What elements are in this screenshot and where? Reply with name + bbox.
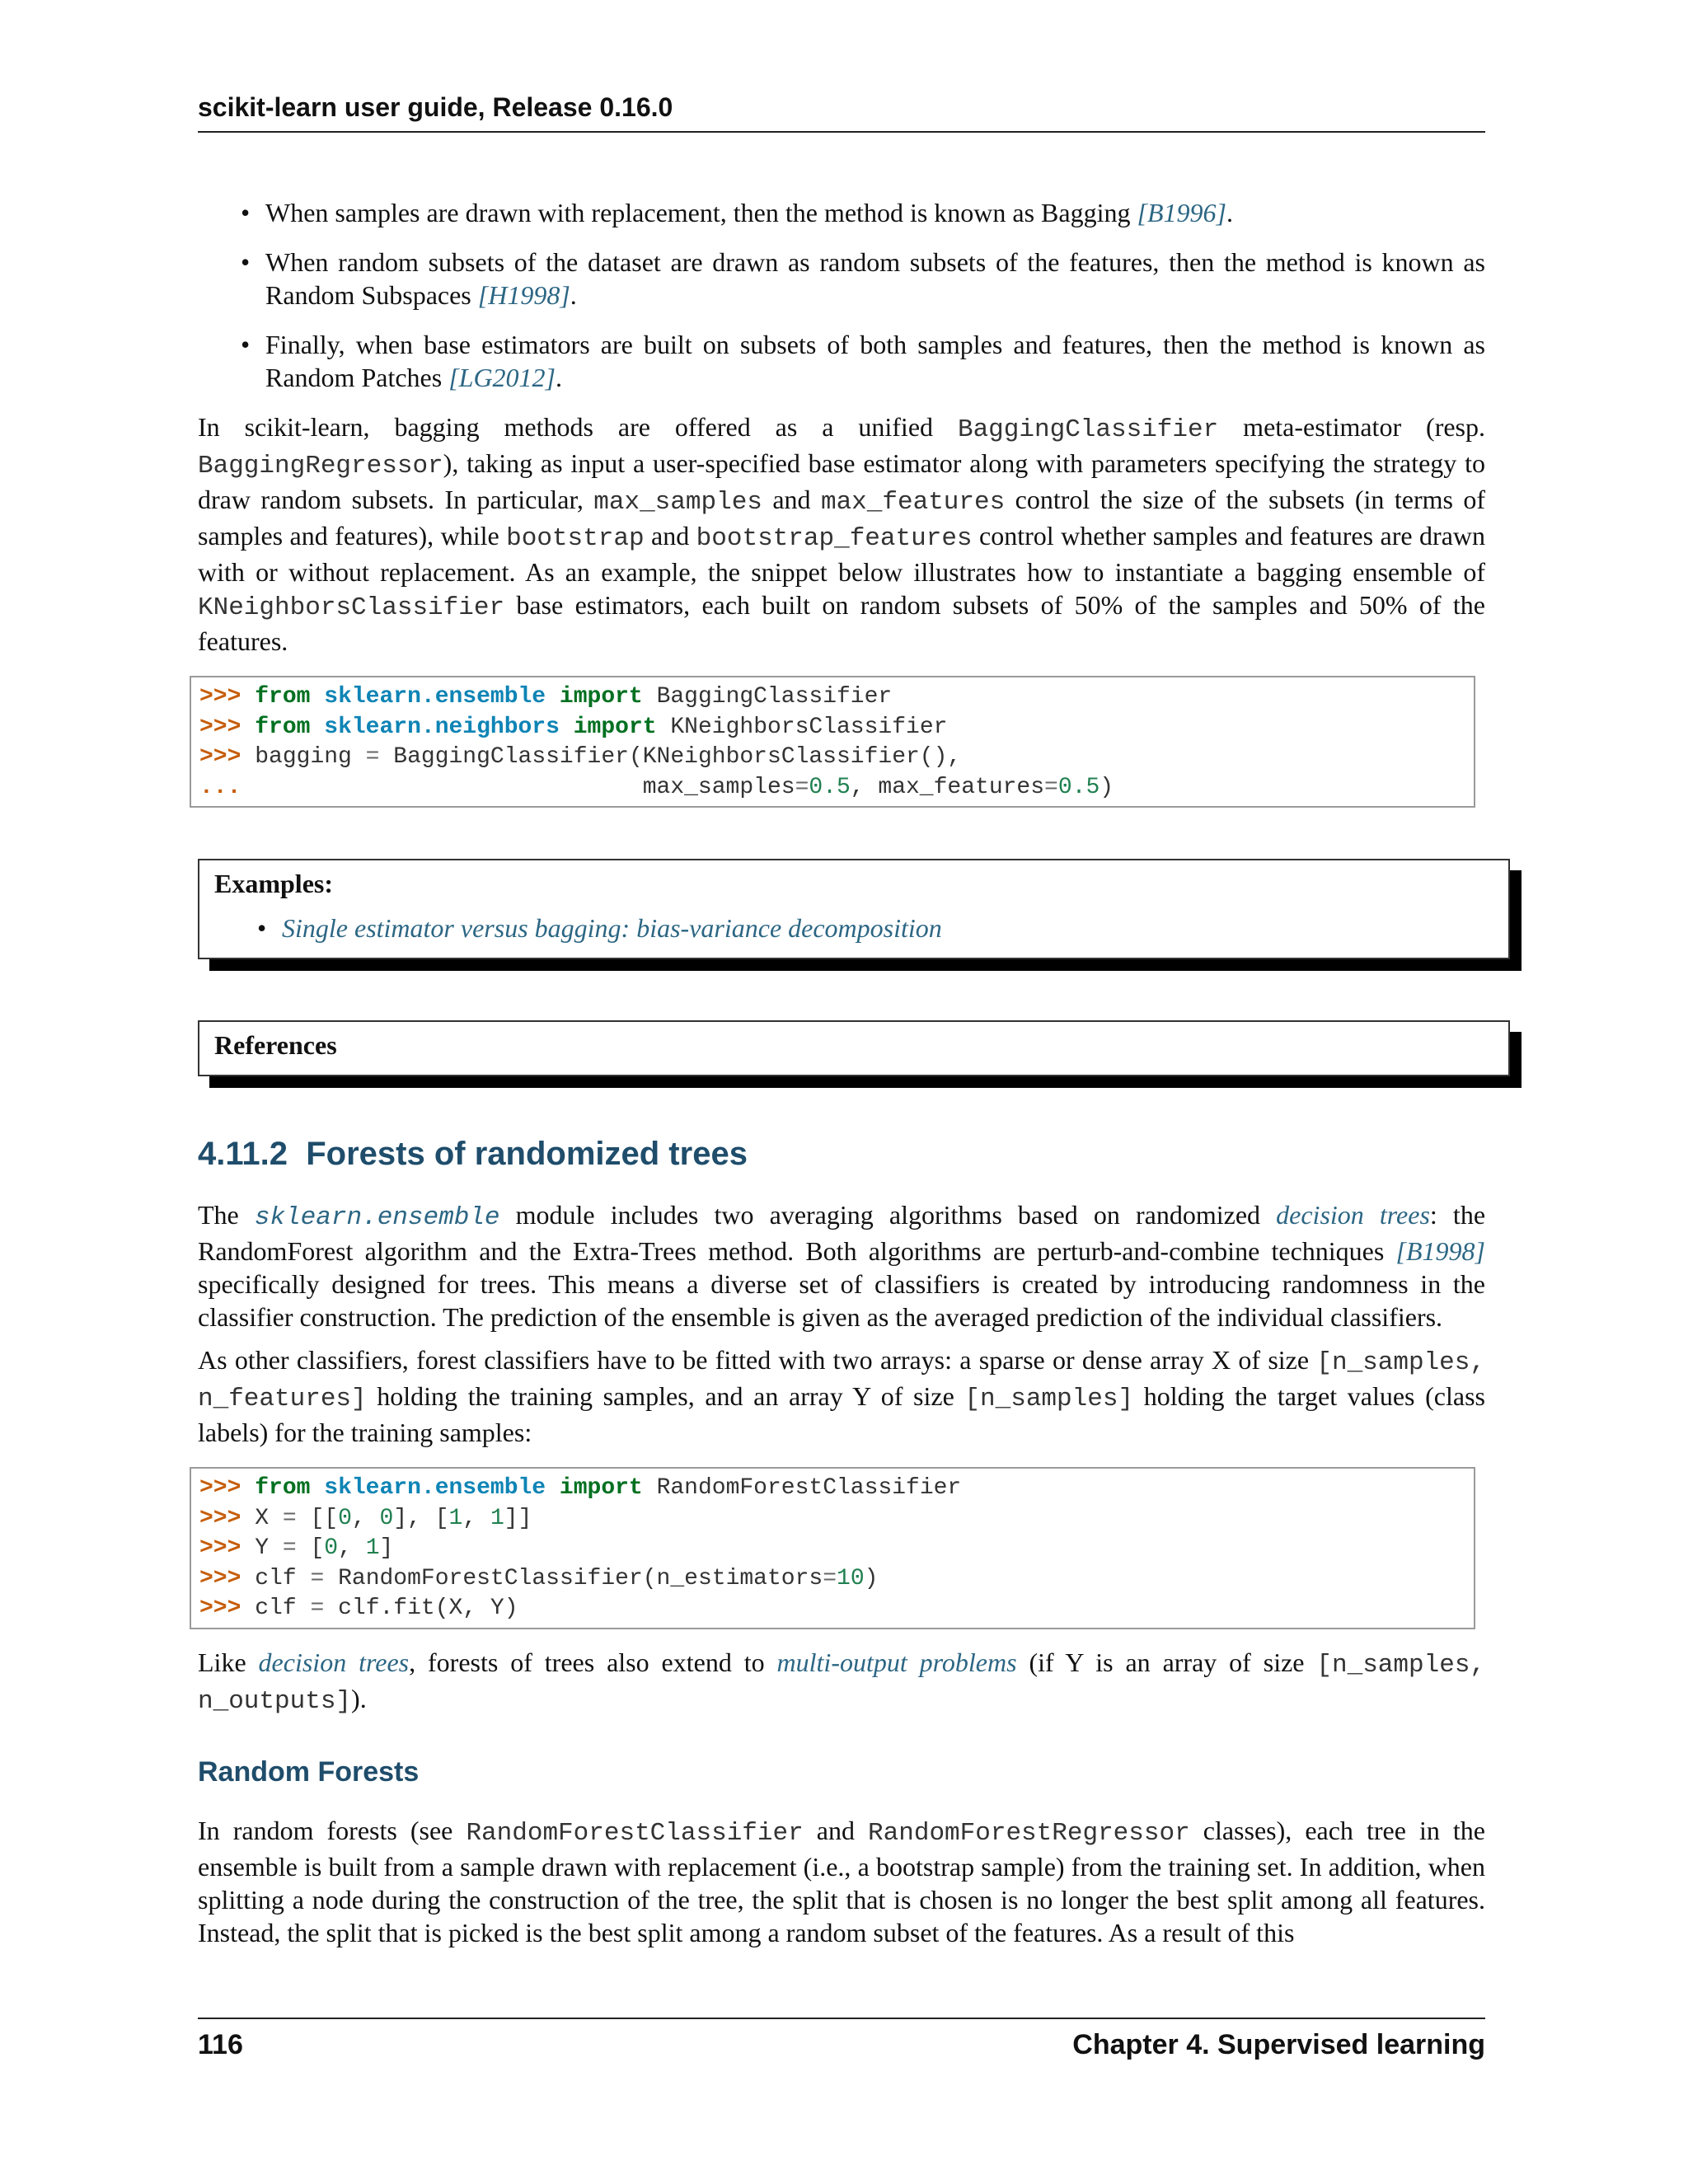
citation-link[interactable]: [B1996] bbox=[1137, 198, 1226, 227]
code-ref: BaggingClassifier bbox=[957, 415, 1219, 444]
running-footer bbox=[198, 2018, 1485, 2061]
bagging-paragraph: In scikit-learn, bagging methods are offered as a unified BaggingClassifier meta-estimator (resp. BaggingRegressor), taking as input a user-specified base estimator along with parameters specifying the strategy to draw random subsets. In particular, max_samples and max_features control the size of the subsets (in terms of samples and features), while bootstrap and bootstrap_features control whether samples and features are drawn with or without replacement. As an example, the snippet below illustrates how to instantiate a bagging ensemble of KNeighborsClassifier base estimators, each built on random subsets of 50% of the samples and 50% of the features. bbox=[198, 412, 1486, 656]
multi-output-paragraph: Like decision trees, forests of trees also extend to multi-output problems (if Y is an array of size [n_samples, n_outputs]). bbox=[198, 1647, 1486, 1716]
code-ref: BaggingRegressor bbox=[198, 452, 443, 480]
document-page bbox=[198, 0, 1485, 2184]
decision-trees-link[interactable]: decision trees bbox=[1276, 1200, 1430, 1230]
forest-code-block[interactable]: >>> from sklearn.ensemble import RandomForestClassifier >>> X = [[0, 0], [1, 1]] >>> Y = [0, 1] >>> clf = RandomForestClassifier(n_estimators=10) >>> clf = clf.fit(X, Y) bbox=[190, 1467, 1475, 1629]
list-item: • When random subsets of the dataset are drawn as random subsets of the features, then the method is known as Random Subspaces [H1998]. bbox=[265, 246, 1485, 312]
module-link[interactable]: sklearn.ensemble bbox=[254, 1203, 500, 1232]
section-heading: 4.11.2 Forests of randomized trees bbox=[198, 1136, 748, 1172]
citation-link[interactable]: [B1998] bbox=[1395, 1236, 1485, 1266]
forests-intro-paragraph: The sklearn.ensemble module includes two averaging algorithms based on randomized decision trees: the RandomForest algorithm and the Extra-Trees method. Both algorithms are perturb-and-combine techniques [B1998] specifically designed for trees. This means a diverse set of classifiers is created by introducing randomness in the classifier construction. The prediction of the ensemble is given as the averaged prediction of the individual classifiers. bbox=[198, 1200, 1486, 1332]
decision-trees-link[interactable]: decision trees bbox=[258, 1647, 410, 1677]
code-ref: [n_samples, n_features] bbox=[198, 1348, 1485, 1413]
example-link[interactable]: Single estimator versus bagging: bias-variance decomposition bbox=[282, 913, 942, 943]
bagging-code-block[interactable]: >>> from sklearn.ensemble import BaggingClassifier >>> from sklearn.neighbors import KNeighborsClassifier >>> bagging = BaggingClassifier(KNeighborsClassifier(), ... max_samples=0.5, max_features=0.5) bbox=[190, 676, 1475, 808]
code-ref: RandomForestRegressor bbox=[868, 1818, 1190, 1848]
code-ref: max_features bbox=[820, 488, 1006, 517]
citation-link[interactable]: [LG2012] bbox=[448, 363, 556, 392]
citation-link[interactable]: [H1998] bbox=[477, 280, 570, 310]
examples-title: Examples: bbox=[214, 869, 333, 898]
code-ref: [n_samples] bbox=[964, 1385, 1134, 1413]
code-ref: bootstrap_features bbox=[696, 524, 973, 553]
code-ref: max_samples bbox=[593, 488, 762, 517]
running-header: scikit-learn user guide, Release 0.16.0 bbox=[198, 92, 1485, 133]
subsection-heading: Random Forests bbox=[198, 1755, 420, 1788]
bagging-variants-list bbox=[198, 196, 1485, 394]
forests-fit-paragraph: As other classifiers, forest classifiers have to be fitted with two arrays: a sparse or dense array X of size [n_samples, n_features] holding the training samples, and an array Y of size [n_samples] holding the target values (class labels) for the training samples: bbox=[198, 1345, 1486, 1447]
code-ref: bootstrap bbox=[506, 524, 645, 553]
references-title: References bbox=[214, 1030, 337, 1060]
random-forests-paragraph: In random forests (see RandomForestClassifier and RandomForestRegressor classes), each tree in the ensemble is built from a sample drawn with replacement (i.e., a bootstrap sample) from the training set. In addition, when splitting a node during the construction of the tree, the split that is chosen is no longer the best split among all features. Instead, the split that is picked is the best split among a random subset of the features. As a result of this bbox=[198, 1815, 1486, 1947]
chapter-title: Chapter 4. Supervised learning bbox=[1072, 2029, 1485, 2060]
examples-list bbox=[214, 912, 1493, 944]
page-number: 116 bbox=[198, 2029, 243, 2060]
code-ref: KNeighborsClassifier bbox=[198, 593, 505, 622]
list-item bbox=[282, 912, 1493, 944]
code-ref: RandomForestClassifier bbox=[466, 1818, 804, 1848]
list-item: • When samples are drawn with replacement, then the method is known as Bagging [B1996]. bbox=[265, 196, 1485, 229]
examples-box bbox=[198, 859, 1510, 959]
list-item: • Finally, when base estimators are built on subsets of both samples and features, then the method is known as Random Patches [LG2012]. bbox=[265, 328, 1485, 394]
code-ref: [n_samples, n_outputs] bbox=[198, 1650, 1486, 1716]
page-body bbox=[198, 196, 1485, 1959]
multi-output-link[interactable]: multi-output problems bbox=[776, 1647, 1017, 1677]
references-box bbox=[198, 1020, 1510, 1076]
